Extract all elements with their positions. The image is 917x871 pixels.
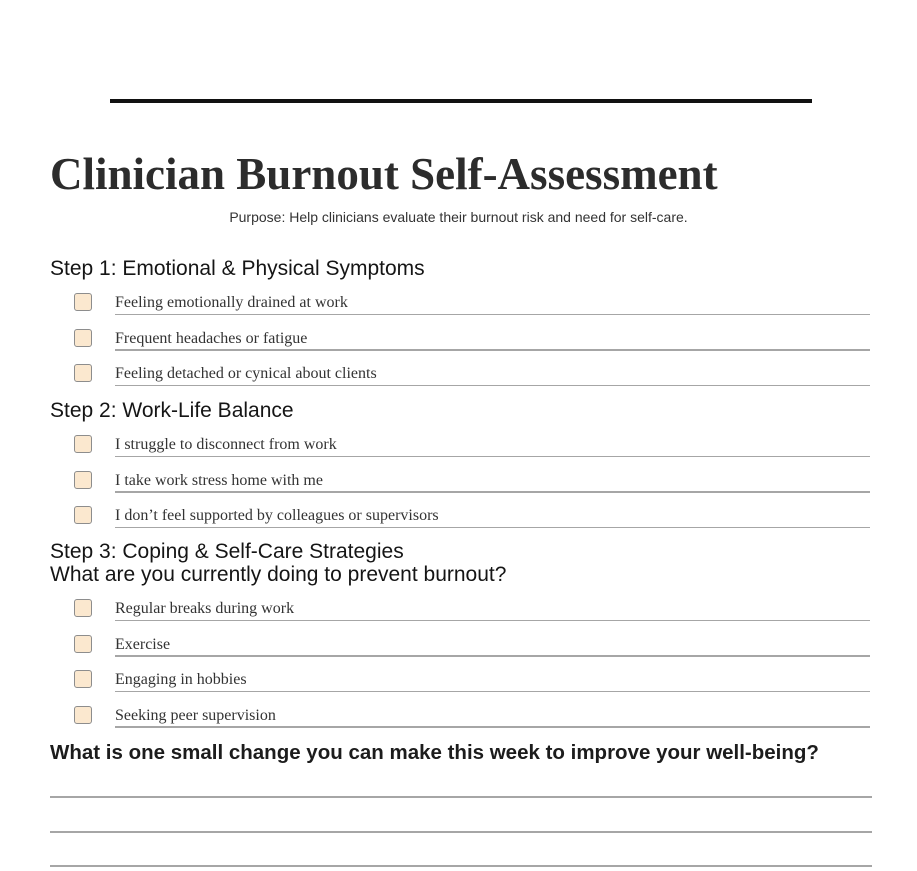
checkbox[interactable] (74, 670, 92, 688)
checkbox[interactable] (74, 635, 92, 653)
checklist-item-label: Seeking peer supervision (115, 706, 276, 724)
step-1-checklist (0, 285, 917, 392)
step-2-section (0, 399, 917, 534)
purpose-text: Purpose: Help clinicians evaluate their burnout risk and need for self-care. (229, 209, 688, 225)
step-3-section (0, 540, 917, 734)
checkbox[interactable] (74, 435, 92, 453)
checklist-item-label: Feeling detached or cynical about clients (115, 365, 377, 382)
step-3-prompt: What are you currently doing to prevent burnout? (50, 562, 507, 586)
checklist-item-label: Regular breaks during work (115, 600, 295, 617)
checklist-item (0, 698, 917, 734)
checklist-item (0, 321, 917, 357)
checkbox[interactable] (74, 599, 92, 617)
checkbox[interactable] (74, 471, 92, 489)
checklist-item (0, 662, 917, 698)
checklist-item (0, 427, 917, 463)
top-rule (110, 99, 812, 103)
item-underline (115, 349, 870, 351)
item-underline (115, 655, 870, 657)
checklist-item-label: I don’t feel supported by colleagues or supervisors (115, 507, 439, 524)
checklist-item (0, 463, 917, 499)
item-underline (115, 314, 870, 316)
item-underline (115, 456, 870, 458)
step-3-checklist (0, 591, 917, 733)
item-underline (115, 491, 870, 493)
step-1-heading: Step 1: Emotional & Physical Symptoms (50, 256, 425, 280)
checklist-item-label: I take work stress home with me (115, 471, 323, 489)
checklist-item-label: Engaging in hobbies (115, 671, 247, 688)
page-title: Clinician Burnout Self-Assessment (50, 149, 718, 199)
answer-line-3[interactable] (50, 865, 872, 867)
answer-line-1[interactable] (50, 796, 872, 798)
step-3-heading: Step 3: Coping & Self-Care Strategies (50, 539, 404, 563)
step-1-section (0, 257, 917, 392)
checkbox[interactable] (74, 329, 92, 347)
checkbox[interactable] (74, 364, 92, 382)
item-underline (115, 726, 870, 728)
checklist-item (0, 627, 917, 663)
checklist-item-label: Feeling emotionally drained at work (115, 294, 348, 311)
checkbox[interactable] (74, 293, 92, 311)
item-underline (115, 620, 870, 622)
checkbox[interactable] (74, 706, 92, 724)
item-underline (115, 527, 870, 529)
reflection-question: What is one small change you can make this week to improve your well-being? (50, 741, 819, 764)
step-2-checklist (0, 427, 917, 534)
checklist-item (0, 285, 917, 321)
item-underline (115, 691, 870, 693)
step-2-heading: Step 2: Work-Life Balance (50, 398, 294, 422)
checklist-item (0, 498, 917, 534)
answer-line-2[interactable] (50, 831, 872, 833)
item-underline (115, 385, 870, 387)
checklist-item (0, 591, 917, 627)
checklist-item-label: Frequent headaches or fatigue (115, 329, 308, 347)
checklist-item-label: Exercise (115, 635, 171, 653)
checklist-item-label: I struggle to disconnect from work (115, 436, 337, 453)
checkbox[interactable] (74, 506, 92, 524)
checklist-item (0, 356, 917, 392)
